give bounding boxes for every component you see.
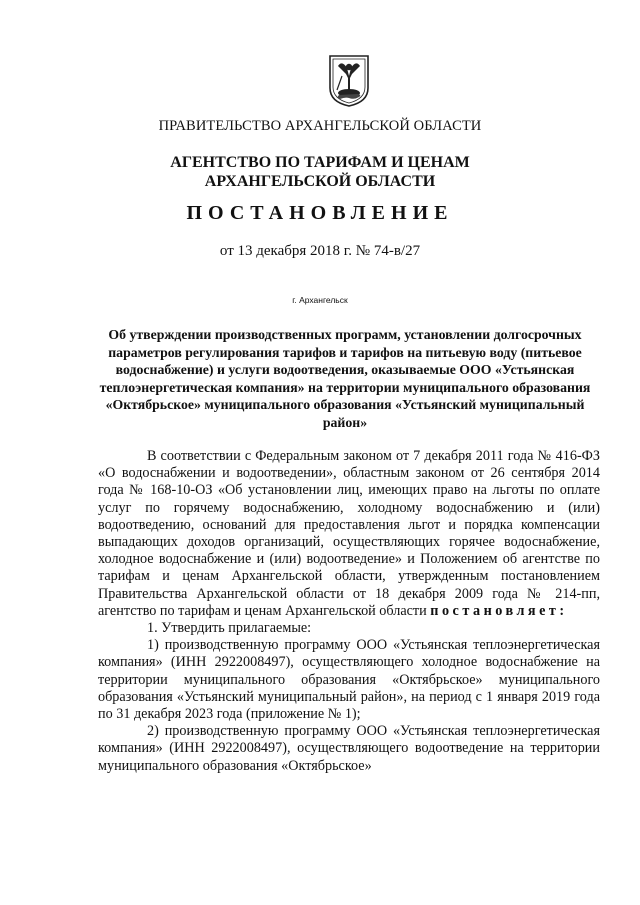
agency-name-line2: АРХАНГЕЛЬСКОЙ ОБЛАСТИ bbox=[204, 173, 436, 190]
agency-name bbox=[0, 153, 640, 191]
document-title: Об утверждении производственных программ, установлении долгосрочных параметров регулирования тарифов и тарифов на питьевую воду (питьевое водоснабжение) и услуги водоотведения, оказываемые ООО «Устьянская теплоэнергетическая компания» на территории муниципального образования «Октябрьское» муниципального образования «Устьянский муниципальный район» bbox=[99, 327, 591, 430]
city: г. Архангельск bbox=[292, 295, 348, 305]
agency-name-line1: АГЕНТСТВО ПО ТАРИФАМ И ЦЕНАМ bbox=[170, 154, 470, 171]
item-1-2: 2) производственную программу ООО «Устьянская теплоэнергетическая компания» (ИНН 2922008497), осуществляющего водоотведение на территории муниципального образования «Октябрьское» bbox=[98, 723, 600, 774]
document-type: ПОСТАНОВЛЕНИЕ bbox=[186, 202, 454, 224]
document-body bbox=[98, 448, 600, 775]
date-and-number: от 13 декабря 2018 г. № 74-в/27 bbox=[219, 243, 421, 259]
item-1-1: 1) производственную программу ООО «Устьянская теплоэнергетическая компания» (ИНН 2922008497), осуществляющего холодное водоснабжение на территории муниципального образования «Октябрьское» муниципального образования «Устьянский муниципальный район», на период с 1 января 2019 года по 31 декабря 2023 года (приложение № 1); bbox=[98, 637, 600, 723]
resolves-word: постановляет: bbox=[430, 602, 568, 619]
preamble-text: В соответствии с Федеральным законом от 7 декабря 2011 года № 416-ФЗ «О водоснабжении и водоотведении», областным законом от 26 сентября 2014 года № 168-10-ОЗ «Об установлении лиц, имеющих право на льготы по оплате услуг по горячему водоснабжению, холодному водоснабжению и (или) водоотведению, оснований для предоставления льгот и порядка компенсации выпадающих доходов организаций, осуществляющих горячее водоснабжение, холодное водоснабжение и (или) водоотведение» и Положением об агентстве по тарифам и ценам Архангельской области, утвержденным постановлением Правительства Архангельской области от 18 декабря 2009 года № 214-пп, агентство по тарифам и ценам Архангельской области bbox=[98, 448, 600, 619]
item-1: 1. Утвердить прилагаемые: bbox=[147, 620, 312, 637]
government-name: ПРАВИТЕЛЬСТВО АРХАНГЕЛЬСКОЙ ОБЛАСТИ bbox=[158, 118, 482, 134]
preamble-paragraph bbox=[98, 448, 600, 620]
arkhangelsk-coat-of-arms-icon bbox=[328, 54, 370, 108]
